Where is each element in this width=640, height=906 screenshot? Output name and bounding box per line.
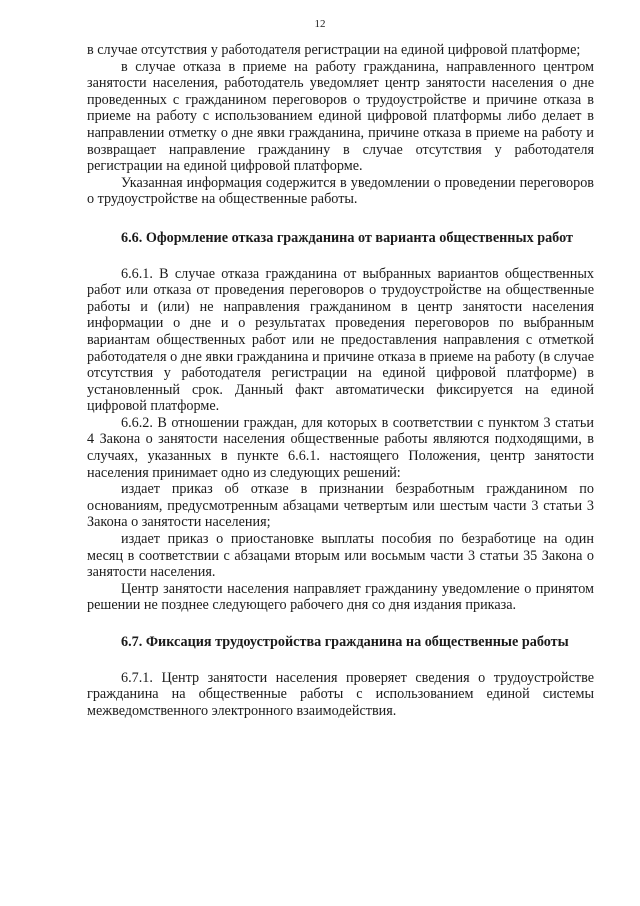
paragraph-6-6-1: 6.6.1. В случае отказа гражданина от выбранных вариантов общественных работ или отказа от проведения переговоров о трудоустройстве на общественные работы и (или) не направления гражданином в центр занятости населения информации о дне и о результатах проведения переговоров по выбранным вариантам общественных работ или не предоставления направления с отметкой работодателя о дне явки гражданина и причине отказа в приеме на работу (в случае отсутствия у работодателя регистрации на единой цифровой платформе) в установленный срок. Данный факт автоматически фиксируется на единой цифровой платформе.: [87, 265, 594, 415]
paragraph: в случае отсутствия у работодателя регистрации на единой цифровой платформе;: [87, 42, 581, 58]
section-heading-6-7: 6.7. Фиксация трудоустройства гражданина на общественные работы: [121, 634, 569, 650]
section-heading-6-6: 6.6. Оформление отказа гражданина от варианта общественных работ: [121, 229, 573, 246]
paragraph: Центр занятости населения направляет гражданину уведомление о принятом решении не позднее следующего рабочего дня со дня издания приказа.: [87, 580, 594, 614]
paragraph-6-7-1: 6.7.1. Центр занятости населения проверяет сведения о трудоустройстве гражданина на общественные работы с использованием единой системы межведомственного электронного взаимодействия.: [87, 669, 594, 719]
document-body: [87, 42, 594, 719]
paragraph-6-6-2: 6.6.2. В отношении граждан, для которых в соответствии с пунктом 3 статьи 4 Закона о занятости населения общественные работы являются подходящими, в случаях, указанных в пункте 6.6.1. настоящего Положения, центр занятости населения принимает одно из следующих решений:: [87, 414, 594, 481]
paragraph: в случае отказа в приеме на работу гражданина, направленного центром занятости населения, работодатель уведомляет центр занятости населения о дне проведенных с гражданином переговоров о трудоустройстве и причине отказа в приеме на работу с использованием единой цифровой платформы либо делает в направлении отметку о дне явки гражданина, причине отказа в приеме на работу и возвращает направление гражданину в случае отсутствия у работодателя регистрации на единой цифровой платформе.: [87, 58, 594, 175]
paragraph: издает приказ о приостановке выплаты пособия по безработице на один месяц в соответствии с абзацами вторым или восьмым части 3 статьи 35 Закона о занятости населения.: [87, 531, 594, 581]
page-number: 12: [314, 18, 326, 30]
paragraph: Указанная информация содержится в уведомлении о проведении переговоров о трудоустройстве на общественные работы.: [87, 174, 594, 208]
paragraph: издает приказ об отказе в признании безработным гражданином по основаниям, предусмотренным абзацами четвертым или шестым части 3 статьи 3 Закона о занятости населения;: [87, 481, 594, 531]
